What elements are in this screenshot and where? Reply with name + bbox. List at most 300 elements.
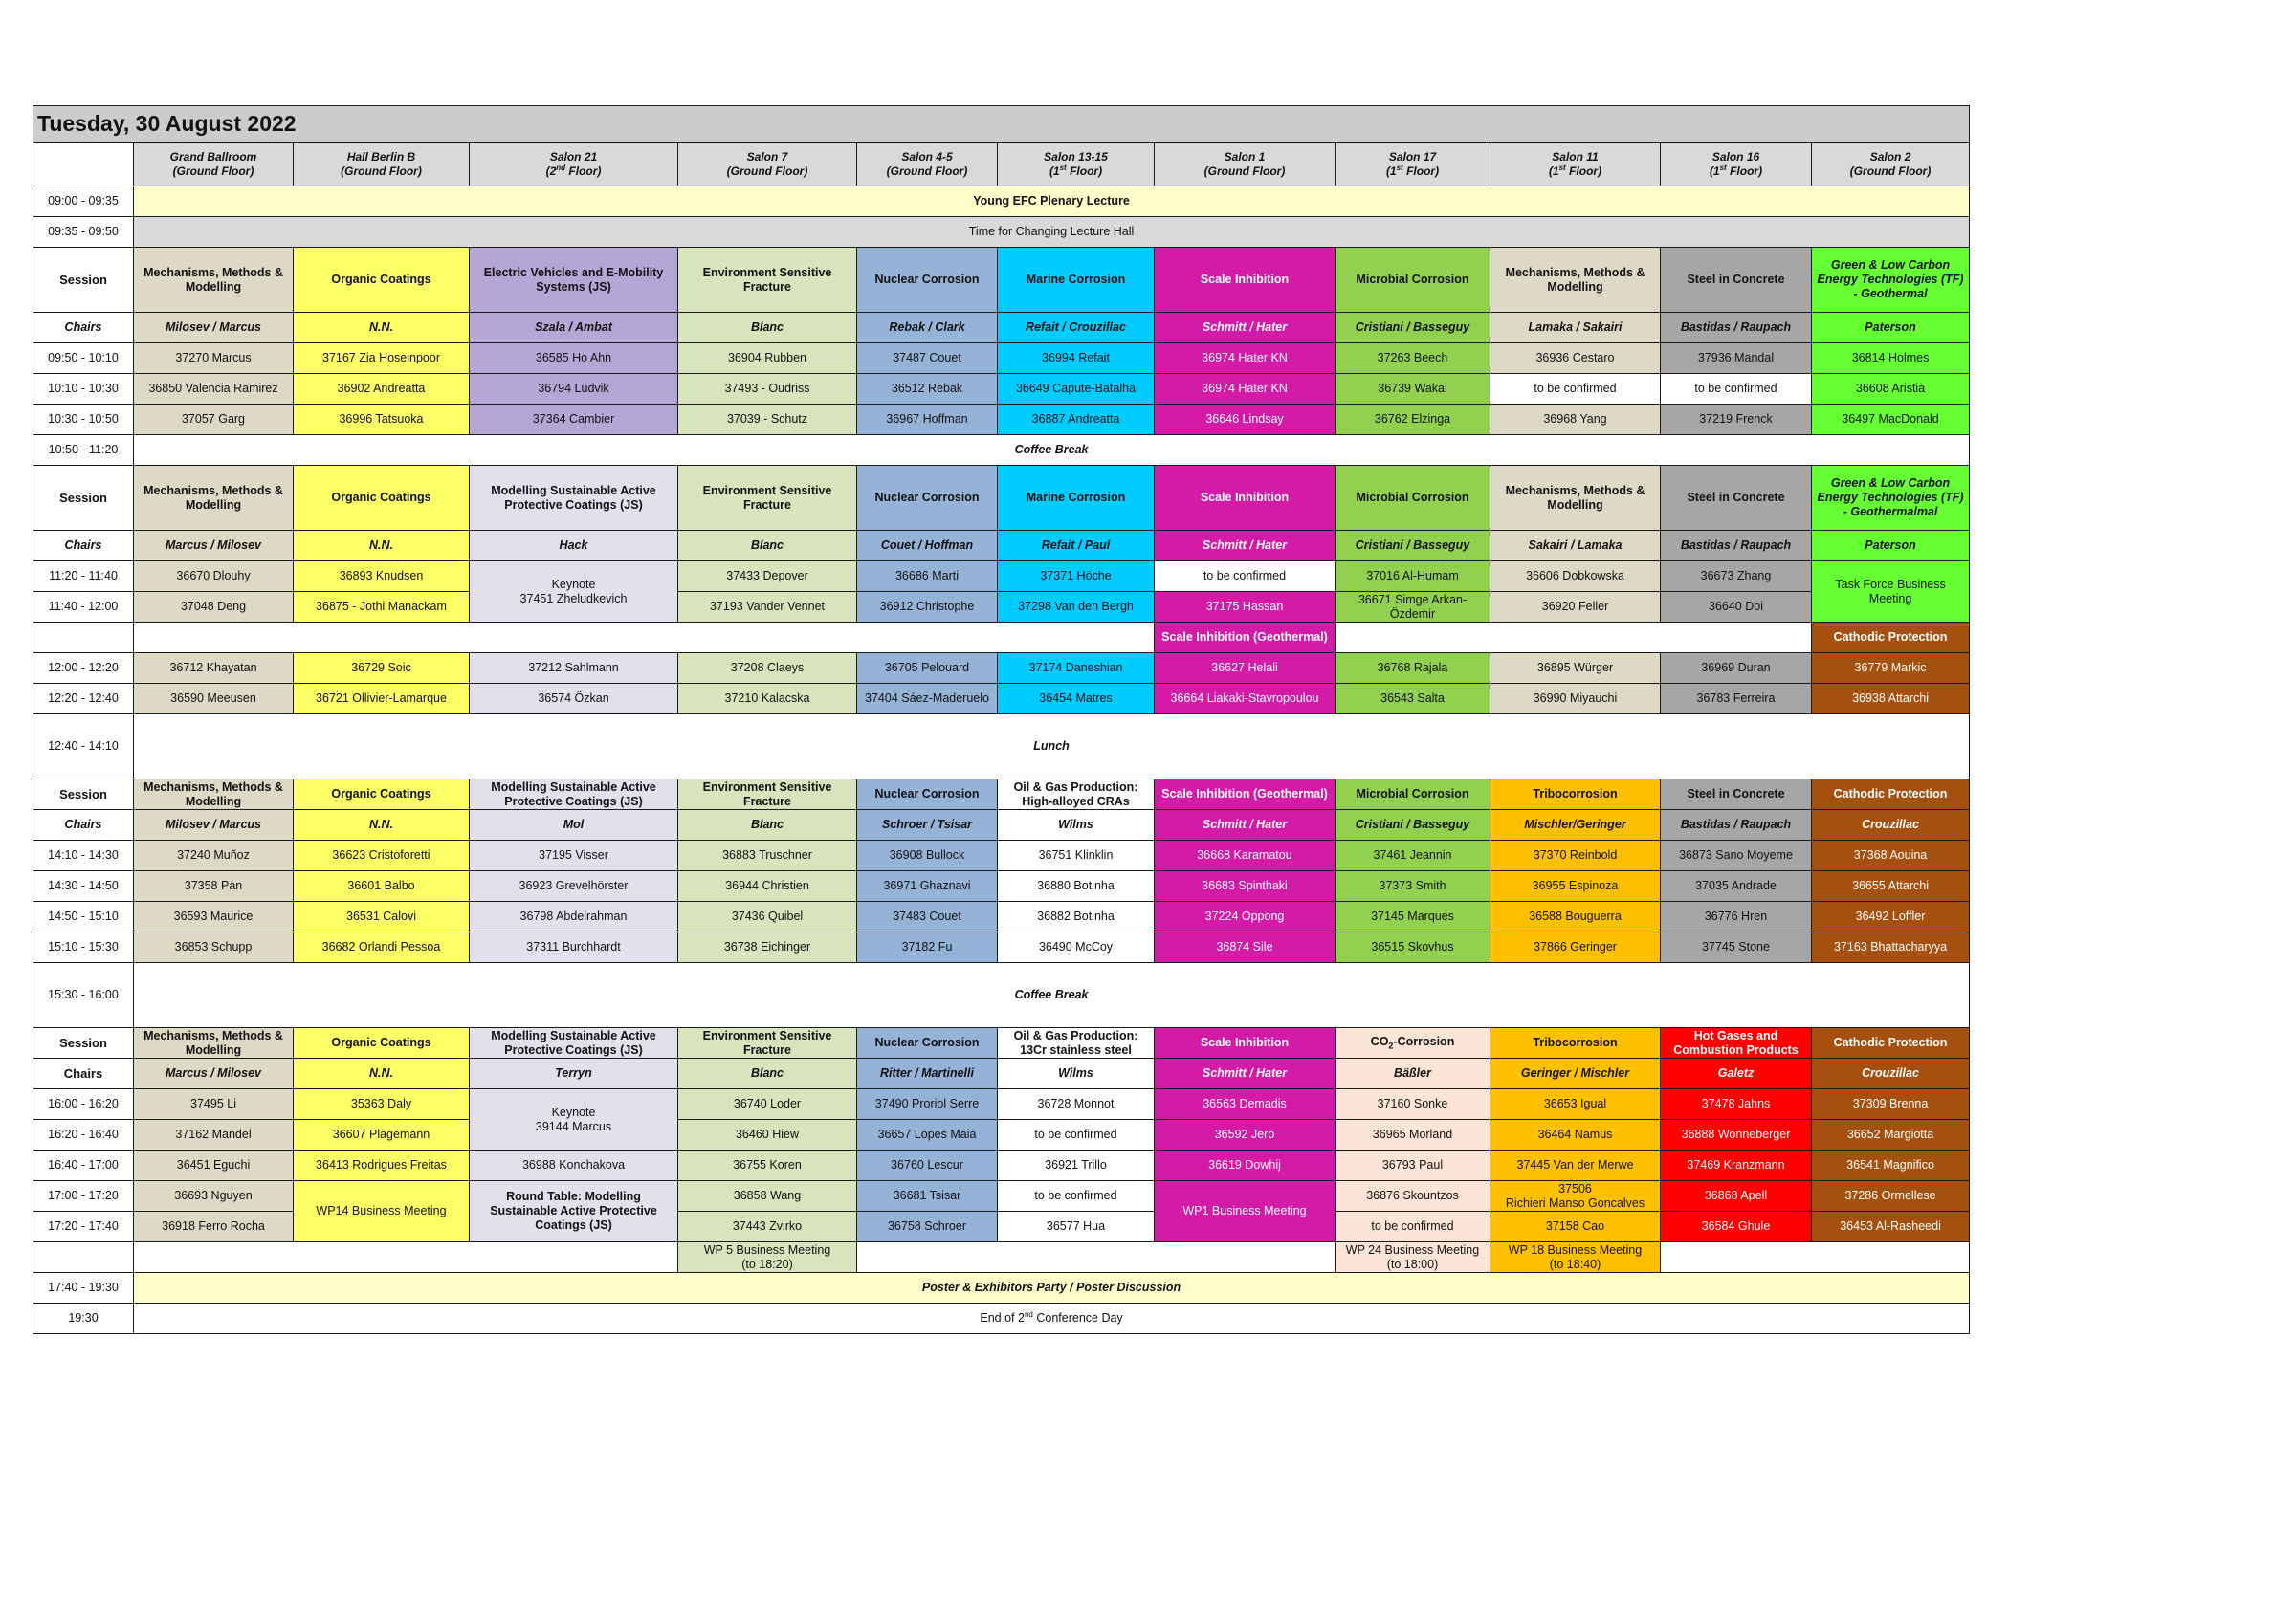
page-title: Tuesday, 30 August 2022 bbox=[33, 106, 1970, 143]
time-cell: Chairs bbox=[33, 1059, 134, 1089]
time-cell: 09:00 - 09:35 bbox=[33, 186, 134, 217]
schedule-cell: 37057 Garg bbox=[134, 405, 294, 435]
schedule-row bbox=[33, 313, 1970, 343]
schedule-cell: 36920 Feller bbox=[1490, 592, 1661, 623]
room-name: Salon 2 bbox=[1869, 150, 1911, 164]
schedule-row bbox=[33, 684, 1970, 714]
schedule-row bbox=[33, 405, 1970, 435]
schedule-cell: 36490 McCoy bbox=[998, 932, 1155, 963]
schedule-cell: 36875 - Jothi Manackam bbox=[294, 592, 470, 623]
schedule-cell: 37745 Stone bbox=[1661, 932, 1812, 963]
schedule-cell bbox=[1661, 1242, 1970, 1273]
room-header bbox=[134, 143, 294, 186]
schedule-cell: 36607 Plagemann bbox=[294, 1120, 470, 1151]
schedule-cell: 36531 Calovi bbox=[294, 902, 470, 932]
schedule-cell: 36671 Simge Arkan-Özdemir bbox=[1336, 592, 1490, 623]
session-title-cell: Marine Corrosion bbox=[998, 466, 1155, 531]
chairs-cell: Terryn bbox=[470, 1059, 678, 1089]
schedule-row bbox=[33, 531, 1970, 561]
time-cell: 14:10 - 14:30 bbox=[33, 841, 134, 871]
session-title-cell: Environment Sensitive Fracture bbox=[678, 248, 857, 313]
chairs-cell: Wilms bbox=[998, 1059, 1155, 1089]
schedule-cell: 37364 Cambier bbox=[470, 405, 678, 435]
schedule-cell: 36858 Wang bbox=[678, 1181, 857, 1212]
chairs-cell: Cristiani / Basseguy bbox=[1336, 810, 1490, 841]
schedule-cell bbox=[134, 1242, 678, 1273]
schedule-cell: 36693 Nguyen bbox=[134, 1181, 294, 1212]
room-floor: (Ground Floor) bbox=[1203, 164, 1286, 178]
schedule-cell: WP 5 Business Meeting (to 18:20) bbox=[678, 1242, 857, 1273]
schedule-row bbox=[33, 561, 1970, 592]
schedule-cell: 36793 Paul bbox=[1336, 1151, 1490, 1181]
schedule-cell: 36873 Sano Moyeme bbox=[1661, 841, 1812, 871]
room-name: Grand Ballroom bbox=[169, 150, 257, 164]
time-cell: 09:35 - 09:50 bbox=[33, 217, 134, 248]
session-title-cell: Cathodic Protection bbox=[1812, 623, 1970, 653]
chairs-cell: N.N. bbox=[294, 1059, 470, 1089]
schedule-cell: 35363 Daly bbox=[294, 1089, 470, 1120]
schedule-cell: WP 24 Business Meeting (to 18:00) bbox=[1336, 1242, 1490, 1273]
room-name: Salon 17 bbox=[1388, 149, 1437, 164]
schedule-cell: 36887 Andreatta bbox=[998, 405, 1155, 435]
schedule-row bbox=[33, 810, 1970, 841]
schedule-cell: 37490 Proriol Serre bbox=[857, 1089, 998, 1120]
session-title-cell: Mechanisms, Methods & Modelling bbox=[1490, 248, 1661, 313]
schedule-row bbox=[33, 623, 1970, 653]
room-floor: (Ground Floor) bbox=[726, 164, 808, 178]
schedule-cell: 36974 Hater KN bbox=[1155, 343, 1336, 374]
schedule-cell: 37175 Hassan bbox=[1155, 592, 1336, 623]
chairs-cell: N.N. bbox=[294, 531, 470, 561]
schedule-cell: WP1 Business Meeting bbox=[1155, 1181, 1336, 1242]
session-title-cell: Nuclear Corrosion bbox=[857, 466, 998, 531]
schedule-cell: 37373 Smith bbox=[1336, 871, 1490, 902]
session-title-cell: Mechanisms, Methods & Modelling bbox=[134, 466, 294, 531]
schedule-cell: 36608 Aristia bbox=[1812, 374, 1970, 405]
chairs-cell: Szala / Ambat bbox=[470, 313, 678, 343]
schedule-cell: 37224 Oppong bbox=[1155, 902, 1336, 932]
schedule-row bbox=[33, 653, 1970, 684]
room-name: Salon 7 bbox=[746, 150, 788, 164]
session-title-cell: Modelling Sustainable Active Protective Coatings (JS) bbox=[470, 779, 678, 810]
schedule-cell: 36657 Lopes Maia bbox=[857, 1120, 998, 1151]
schedule-cell: 36627 Helali bbox=[1155, 653, 1336, 684]
schedule-cell: 37039 - Schutz bbox=[678, 405, 857, 435]
schedule-cell: 36451 Eguchi bbox=[134, 1151, 294, 1181]
schedule-cell: 36762 Elzinga bbox=[1336, 405, 1490, 435]
chairs-cell: Mol bbox=[470, 810, 678, 841]
schedule-cell: 36413 Rodrigues Freitas bbox=[294, 1151, 470, 1181]
room-name: Salon 16 bbox=[1711, 149, 1760, 164]
chairs-cell: Blanc bbox=[678, 810, 857, 841]
session-title-cell: Round Table: Modelling Sustainable Active Protective Coatings (JS) bbox=[470, 1181, 678, 1242]
schedule-cell: 36902 Andreatta bbox=[294, 374, 470, 405]
session-title-cell: Cathodic Protection bbox=[1812, 1028, 1970, 1059]
time-cell: 10:10 - 10:30 bbox=[33, 374, 134, 405]
schedule-row bbox=[33, 592, 1970, 623]
session-title-cell: Oil & Gas Production: High-alloyed CRAs bbox=[998, 779, 1155, 810]
schedule-cell: 36740 Loder bbox=[678, 1089, 857, 1120]
schedule-cell: 36721 Ollivier-Lamarque bbox=[294, 684, 470, 714]
chairs-cell: Cristiani / Basseguy bbox=[1336, 531, 1490, 561]
schedule-row bbox=[33, 714, 1970, 779]
time-cell: Chairs bbox=[33, 313, 134, 343]
banner-cell: Coffee Break bbox=[134, 435, 1970, 466]
schedule-row bbox=[33, 1089, 1970, 1120]
schedule-cell: 36912 Christophe bbox=[857, 592, 998, 623]
time-cell: 17:20 - 17:40 bbox=[33, 1212, 134, 1242]
room-header bbox=[998, 143, 1155, 186]
schedule-cell: 36779 Markic bbox=[1812, 653, 1970, 684]
schedule-cell: 36729 Soic bbox=[294, 653, 470, 684]
banner-cell: Time for Changing Lecture Hall bbox=[134, 217, 1970, 248]
chairs-cell: Cristiani / Basseguy bbox=[1336, 313, 1490, 343]
schedule-row bbox=[33, 871, 1970, 902]
schedule-cell: 36606 Dobkowska bbox=[1490, 561, 1661, 592]
schedule-cell: WP14 Business Meeting bbox=[294, 1181, 470, 1242]
schedule-cell: 37404 Sáez-Maderuelo bbox=[857, 684, 998, 714]
schedule-cell: 36923 Grevelhörster bbox=[470, 871, 678, 902]
schedule-cell: to be confirmed bbox=[1490, 374, 1661, 405]
session-title-cell: Scale Inhibition (Geothermal) bbox=[1155, 623, 1336, 653]
room-name: Hall Berlin B bbox=[346, 150, 416, 164]
schedule-cell: 36776 Hren bbox=[1661, 902, 1812, 932]
banner-cell: End of 2nd Conference Day bbox=[134, 1304, 1970, 1334]
schedule-cell: 36712 Khayatan bbox=[134, 653, 294, 684]
schedule-cell: to be confirmed bbox=[1155, 561, 1336, 592]
schedule-cell: 37368 Aouina bbox=[1812, 841, 1970, 871]
room-header bbox=[1812, 143, 1970, 186]
schedule-cell: 37212 Sahlmann bbox=[470, 653, 678, 684]
chairs-cell: Galetz bbox=[1661, 1059, 1812, 1089]
schedule-cell: 36883 Truschner bbox=[678, 841, 857, 871]
chairs-cell: Blanc bbox=[678, 313, 857, 343]
schedule-cell: 36655 Attarchi bbox=[1812, 871, 1970, 902]
room-header bbox=[1661, 143, 1812, 186]
time-cell: 19:30 bbox=[33, 1304, 134, 1334]
schedule-cell: 36592 Jero bbox=[1155, 1120, 1336, 1151]
schedule-cell: 36751 Klinklin bbox=[998, 841, 1155, 871]
schedule-cell: 36994 Refait bbox=[998, 343, 1155, 374]
chairs-cell: Sakairi / Lamaka bbox=[1490, 531, 1661, 561]
schedule-row bbox=[33, 932, 1970, 963]
session-title-cell: Scale Inhibition bbox=[1155, 466, 1336, 531]
chairs-cell: Blanc bbox=[678, 531, 857, 561]
schedule-row bbox=[33, 1181, 1970, 1212]
time-cell bbox=[33, 623, 134, 653]
schedule-cell: 36728 Monnot bbox=[998, 1089, 1155, 1120]
schedule-cell: 36895 Würger bbox=[1490, 653, 1661, 684]
schedule-cell: 36965 Morland bbox=[1336, 1120, 1490, 1151]
schedule-cell: 37286 Ormellese bbox=[1812, 1181, 1970, 1212]
schedule-cell: 36908 Bullock bbox=[857, 841, 998, 871]
session-title-cell: Microbial Corrosion bbox=[1336, 779, 1490, 810]
chairs-cell: Schmitt / Hater bbox=[1155, 1059, 1336, 1089]
chairs-cell: Marcus / Milosev bbox=[134, 531, 294, 561]
chairs-cell: Bastidas / Raupach bbox=[1661, 313, 1812, 343]
chairs-cell: Schmitt / Hater bbox=[1155, 313, 1336, 343]
session-title-cell: Environment Sensitive Fracture bbox=[678, 466, 857, 531]
session-title-cell: Steel in Concrete bbox=[1661, 248, 1812, 313]
schedule-cell: 37193 Vander Vennet bbox=[678, 592, 857, 623]
schedule-cell: 36593 Maurice bbox=[134, 902, 294, 932]
time-cell: 10:50 - 11:20 bbox=[33, 435, 134, 466]
schedule-cell: 36853 Schupp bbox=[134, 932, 294, 963]
schedule-cell: 36755 Koren bbox=[678, 1151, 857, 1181]
schedule-cell: Task Force Business Meeting bbox=[1812, 561, 1970, 623]
chairs-cell: Hack bbox=[470, 531, 678, 561]
schedule-cell: 36541 Magnifico bbox=[1812, 1151, 1970, 1181]
session-title-cell: Mechanisms, Methods & Modelling bbox=[1490, 466, 1661, 531]
time-cell: Session bbox=[33, 1028, 134, 1059]
schedule-cell: to be confirmed bbox=[998, 1120, 1155, 1151]
schedule-cell: to be confirmed bbox=[1336, 1212, 1490, 1242]
session-title-cell: Scale Inhibition bbox=[1155, 1028, 1336, 1059]
schedule-cell: 37240 Muñoz bbox=[134, 841, 294, 871]
schedule-cell: 36904 Rubben bbox=[678, 343, 857, 374]
chairs-cell: Green & Low Carbon Energy Technologies (TF) - Geothermalmal bbox=[1812, 466, 1970, 531]
chairs-cell: Schmitt / Hater bbox=[1155, 810, 1336, 841]
schedule-row bbox=[33, 186, 1970, 217]
schedule-row bbox=[33, 466, 1970, 531]
schedule-cell: 36888 Wonneberger bbox=[1661, 1120, 1812, 1151]
chairs-cell: Bastidas / Raupach bbox=[1661, 531, 1812, 561]
schedule-cell: 36868 Apell bbox=[1661, 1181, 1812, 1212]
schedule-cell: 36893 Knudsen bbox=[294, 561, 470, 592]
banner-cell: Poster & Exhibitors Party / Poster Discussion bbox=[134, 1273, 1970, 1304]
chairs-cell: Crouzillac bbox=[1812, 810, 1970, 841]
schedule-cell: 37478 Jahns bbox=[1661, 1089, 1812, 1120]
schedule-cell: 37311 Burchhardt bbox=[470, 932, 678, 963]
session-title-cell: Steel in Concrete bbox=[1661, 466, 1812, 531]
chairs-cell: Bastidas / Raupach bbox=[1661, 810, 1812, 841]
room-name: Salon 4-5 bbox=[901, 150, 953, 164]
chairs-cell: Green & Low Carbon Energy Technologies (TF) - Geothermal bbox=[1812, 248, 1970, 313]
schedule-cell: 36497 MacDonald bbox=[1812, 405, 1970, 435]
time-cell: 11:20 - 11:40 bbox=[33, 561, 134, 592]
session-title-cell: Scale Inhibition bbox=[1155, 248, 1336, 313]
schedule-cell: 37936 Mandal bbox=[1661, 343, 1812, 374]
room-floor: (Ground Floor) bbox=[341, 164, 422, 178]
schedule-cell: 37219 Frenck bbox=[1661, 405, 1812, 435]
time-cell: Chairs bbox=[33, 810, 134, 841]
schedule-cell: 37371 Höche bbox=[998, 561, 1155, 592]
schedule-cell: 36760 Lescur bbox=[857, 1151, 998, 1181]
schedule-cell: 36738 Eichinger bbox=[678, 932, 857, 963]
schedule-cell: 37309 Brenna bbox=[1812, 1089, 1970, 1120]
schedule-cell: 37358 Pan bbox=[134, 871, 294, 902]
banner-cell: Coffee Break bbox=[134, 963, 1970, 1028]
schedule-cell: 37145 Marques bbox=[1336, 902, 1490, 932]
room-floor: (1st Floor) bbox=[1709, 164, 1763, 178]
schedule-cell: 36585 Ho Ahn bbox=[470, 343, 678, 374]
schedule-cell: Keynote 37451 Zheludkevich bbox=[470, 561, 678, 623]
schedule-cell: 36464 Namus bbox=[1490, 1120, 1661, 1151]
session-title-cell: Steel in Concrete bbox=[1661, 779, 1812, 810]
schedule-cell: 36996 Tatsuoka bbox=[294, 405, 470, 435]
schedule-cell: 37866 Geringer bbox=[1490, 932, 1661, 963]
session-title-cell: Mechanisms, Methods & Modelling bbox=[134, 248, 294, 313]
schedule-cell: 37370 Reinbold bbox=[1490, 841, 1661, 871]
session-title-cell: Organic Coatings bbox=[294, 1028, 470, 1059]
schedule-cell: 37162 Mandel bbox=[134, 1120, 294, 1151]
schedule-cell: 36670 Dlouhy bbox=[134, 561, 294, 592]
room-name: Salon 1 bbox=[1224, 150, 1266, 164]
schedule-cell: 36543 Salta bbox=[1336, 684, 1490, 714]
session-title-cell: Organic Coatings bbox=[294, 779, 470, 810]
schedule-row bbox=[33, 1273, 1970, 1304]
time-cell: 09:50 - 10:10 bbox=[33, 343, 134, 374]
room-name: Salon 11 bbox=[1552, 149, 1599, 164]
schedule-cell: 36512 Rebak bbox=[857, 374, 998, 405]
schedule-cell: 36921 Trillo bbox=[998, 1151, 1155, 1181]
chairs-cell: Schroer / Tsisar bbox=[857, 810, 998, 841]
time-cell: 16:00 - 16:20 bbox=[33, 1089, 134, 1120]
room-floor: (Ground Floor) bbox=[1849, 164, 1932, 178]
session-title-cell: Environment Sensitive Fracture bbox=[678, 779, 857, 810]
session-title-cell: Microbial Corrosion bbox=[1336, 248, 1490, 313]
chairs-cell: Marcus / Milosev bbox=[134, 1059, 294, 1089]
room-header bbox=[1155, 143, 1336, 186]
schedule-cell: 37461 Jeannin bbox=[1336, 841, 1490, 871]
schedule-cell: 37506 Richieri Manso Goncalves bbox=[1490, 1181, 1661, 1212]
schedule-cell: 36664 Liakaki-Stavropoulou bbox=[1155, 684, 1336, 714]
chairs-cell: N.N. bbox=[294, 810, 470, 841]
time-cell: Session bbox=[33, 779, 134, 810]
room-name: Salon 13-15 bbox=[1044, 149, 1108, 164]
room-floor: (2nd Floor) bbox=[545, 164, 602, 178]
session-title-cell: Electric Vehicles and E-Mobility Systems (JS) bbox=[470, 248, 678, 313]
session-title-cell: Modelling Sustainable Active Protective Coatings (JS) bbox=[470, 466, 678, 531]
schedule-cell: 36988 Konchakova bbox=[470, 1151, 678, 1181]
schedule-cell: 37298 Van den Bergh bbox=[998, 592, 1155, 623]
schedule-cell: 36588 Bouguerra bbox=[1490, 902, 1661, 932]
room-floor: (1st Floor) bbox=[1548, 164, 1602, 178]
time-cell bbox=[33, 1242, 134, 1273]
schedule-cell: 37163 Bhattacharyya bbox=[1812, 932, 1970, 963]
schedule-cell: to be confirmed bbox=[998, 1181, 1155, 1212]
schedule-cell: 36955 Espinoza bbox=[1490, 871, 1661, 902]
schedule-table bbox=[33, 105, 1970, 1334]
schedule-cell: 36990 Miyauchi bbox=[1490, 684, 1661, 714]
schedule-cell: 36874 Sile bbox=[1155, 932, 1336, 963]
session-title-cell: Hot Gases and Combustion Products bbox=[1661, 1028, 1812, 1059]
chairs-cell: Bäßler bbox=[1336, 1059, 1490, 1089]
session-title-cell: Environment Sensitive Fracture bbox=[678, 1028, 857, 1059]
chairs-cell: Refait / Crouzillac bbox=[998, 313, 1155, 343]
room-header bbox=[1490, 143, 1661, 186]
schedule-cell: 36640 Doi bbox=[1661, 592, 1812, 623]
schedule-cell: 37495 Li bbox=[134, 1089, 294, 1120]
schedule-cell: 36739 Wakai bbox=[1336, 374, 1490, 405]
schedule-cell: 36974 Hater KN bbox=[1155, 374, 1336, 405]
schedule-cell: 37433 Depover bbox=[678, 561, 857, 592]
room-floor: (1st Floor) bbox=[1385, 164, 1440, 178]
schedule-cell: 36876 Skountzos bbox=[1336, 1181, 1490, 1212]
schedule-cell: 37483 Couet bbox=[857, 902, 998, 932]
schedule-cell: 36646 Lindsay bbox=[1155, 405, 1336, 435]
schedule-cell: 36577 Hua bbox=[998, 1212, 1155, 1242]
session-title-cell: Tribocorrosion bbox=[1490, 779, 1661, 810]
schedule-cell: 37210 Kalacska bbox=[678, 684, 857, 714]
schedule-cell: 37195 Visser bbox=[470, 841, 678, 871]
chairs-cell: Rebak / Clark bbox=[857, 313, 998, 343]
schedule-row bbox=[33, 1120, 1970, 1151]
room-header-row bbox=[33, 143, 1970, 186]
schedule-cell: 37208 Claeys bbox=[678, 653, 857, 684]
schedule-cell: 36944 Christien bbox=[678, 871, 857, 902]
schedule-cell: 36574 Özkan bbox=[470, 684, 678, 714]
schedule-cell: 37436 Quibel bbox=[678, 902, 857, 932]
schedule-cell: 37160 Sonke bbox=[1336, 1089, 1490, 1120]
schedule-cell: 36683 Spinthaki bbox=[1155, 871, 1336, 902]
chairs-cell: Crouzillac bbox=[1812, 1059, 1970, 1089]
schedule-cell bbox=[1336, 623, 1812, 653]
schedule-cell: 36652 Margiotta bbox=[1812, 1120, 1970, 1151]
schedule-cell: 36682 Orlandi Pessoa bbox=[294, 932, 470, 963]
schedule-row bbox=[33, 779, 1970, 810]
banner-cell: Young EFC Plenary Lecture bbox=[134, 186, 1970, 217]
chairs-cell: Lamaka / Sakairi bbox=[1490, 313, 1661, 343]
schedule-cell: 36705 Pelouard bbox=[857, 653, 998, 684]
schedule-cell: 36460 Hiew bbox=[678, 1120, 857, 1151]
chairs-cell: Milosev / Marcus bbox=[134, 313, 294, 343]
session-title-cell: Mechanisms, Methods & Modelling bbox=[134, 779, 294, 810]
schedule-cell: 36969 Duran bbox=[1661, 653, 1812, 684]
schedule-cell: 36515 Skovhus bbox=[1336, 932, 1490, 963]
chairs-cell: N.N. bbox=[294, 313, 470, 343]
schedule-cell: 36673 Zhang bbox=[1661, 561, 1812, 592]
schedule-row bbox=[33, 217, 1970, 248]
room-floor: (Ground Floor) bbox=[886, 164, 968, 178]
schedule-cell: 36880 Botinha bbox=[998, 871, 1155, 902]
schedule-cell: 36653 Igual bbox=[1490, 1089, 1661, 1120]
session-title-cell: $CO_2$-Corrosion bbox=[1336, 1028, 1490, 1059]
room-floor: (Ground Floor) bbox=[172, 164, 254, 178]
time-cell: 12:00 - 12:20 bbox=[33, 653, 134, 684]
room-header bbox=[1336, 143, 1490, 186]
schedule-cell: 37174 Daneshian bbox=[998, 653, 1155, 684]
schedule-cell: 36601 Balbo bbox=[294, 871, 470, 902]
schedule-cell: 37263 Beech bbox=[1336, 343, 1490, 374]
time-cell: 17:40 - 19:30 bbox=[33, 1273, 134, 1304]
schedule-row bbox=[33, 1151, 1970, 1181]
session-title-cell: Oil & Gas Production: 13Cr stainless steel bbox=[998, 1028, 1155, 1059]
schedule-cell: 36590 Meeusen bbox=[134, 684, 294, 714]
session-title-cell: Organic Coatings bbox=[294, 248, 470, 313]
room-floor: (1st Floor) bbox=[1049, 164, 1103, 178]
room-header bbox=[470, 143, 678, 186]
room-header bbox=[678, 143, 857, 186]
session-title-cell: Modelling Sustainable Active Protective Coatings (JS) bbox=[470, 1028, 678, 1059]
room-header bbox=[857, 143, 998, 186]
room-name: Salon 21 bbox=[549, 149, 598, 164]
schedule-cell: 37443 Zvirko bbox=[678, 1212, 857, 1242]
schedule-cell: 36936 Cestaro bbox=[1490, 343, 1661, 374]
chairs-cell: Milosev / Marcus bbox=[134, 810, 294, 841]
schedule-cell: WP 18 Business Meeting (to 18:40) bbox=[1490, 1242, 1661, 1273]
session-title-cell: Microbial Corrosion bbox=[1336, 466, 1490, 531]
schedule-cell: 36938 Attarchi bbox=[1812, 684, 1970, 714]
time-cell: 16:40 - 17:00 bbox=[33, 1151, 134, 1181]
schedule-cell bbox=[857, 1242, 1336, 1273]
schedule-cell: 37035 Andrade bbox=[1661, 871, 1812, 902]
schedule-cell: 37270 Marcus bbox=[134, 343, 294, 374]
time-cell: 15:10 - 15:30 bbox=[33, 932, 134, 963]
session-title-cell: Organic Coatings bbox=[294, 466, 470, 531]
session-title-cell: Marine Corrosion bbox=[998, 248, 1155, 313]
schedule-cell: 37445 Van der Merwe bbox=[1490, 1151, 1661, 1181]
